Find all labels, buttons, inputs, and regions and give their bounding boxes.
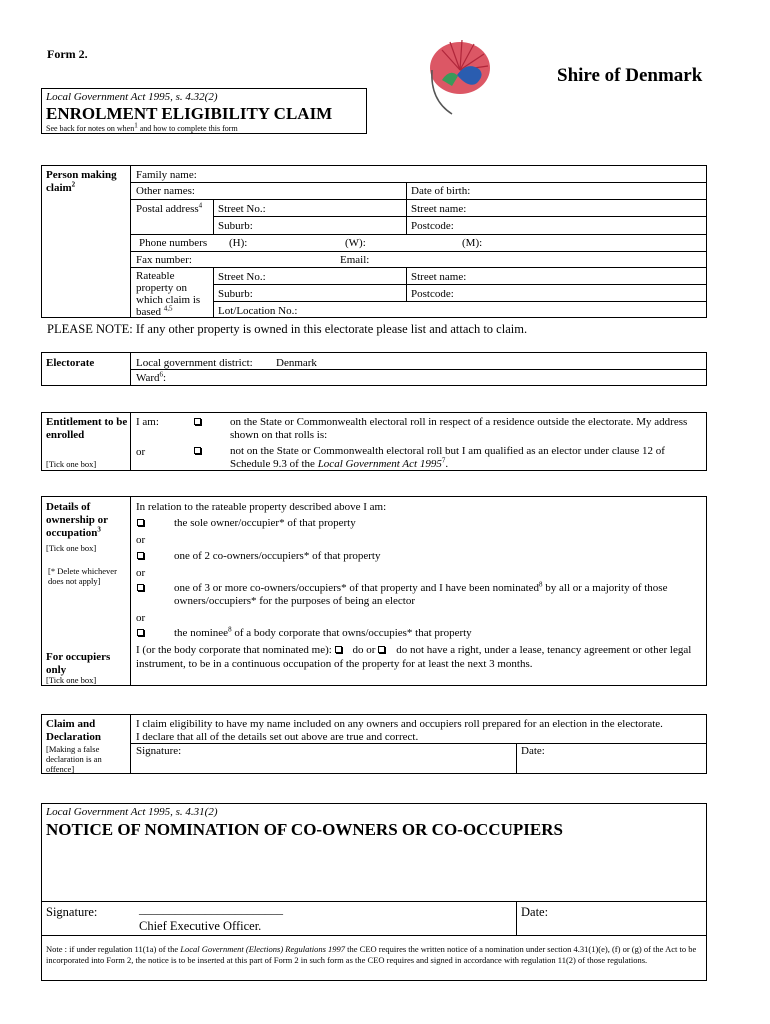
occupiers-text: I (or the body corporate that nominated me): do or do not have a right, under a lease, tenancy agreement or other legal instrument, to be in a continuous occupation of the property for at least the next 3 months. xyxy=(136,644,692,670)
nomination-title: NOTICE OF NOMINATION OF CO-OWNERS OR CO-OCCUPIERS xyxy=(46,820,563,839)
form-subtitle: See back for notes on when1 and how to complete this form xyxy=(46,121,238,133)
fax-label: Fax number: xyxy=(136,254,192,266)
ownership-opt1: the sole owner/occupier* of that property xyxy=(174,517,356,529)
claim-note: [Making a false declaration is an offence] xyxy=(46,744,102,774)
ownership-label: Details of ownership or occupation$^3$ xyxy=(46,501,108,539)
phone-work: (W): xyxy=(345,237,366,249)
postal-street-no: Street No.: xyxy=(218,203,266,215)
shire-logo xyxy=(402,30,502,130)
dob-label: Date of birth: xyxy=(411,185,471,197)
email-label: Email: xyxy=(340,254,370,266)
delete-note: [* Delete whichever does not apply] xyxy=(48,566,117,586)
entitlement-roll-checkbox[interactable] xyxy=(194,418,201,425)
entitlement-opt1: on the State or Commonwealth electoral roll in respect of a residence outside the electorate. My address shown on that rolls is: xyxy=(230,416,688,441)
two-coowners-checkbox[interactable] xyxy=(137,552,144,559)
rateable-property-label: Rateable property on which claim is based $^{4,5}$ xyxy=(136,270,201,318)
ownership-or-2: or xyxy=(136,567,146,579)
ownership-opt3: one of 3 or more co-owners/occupiers* of that property and I have been nominated$^8$ by all or a majority of those owners/occupiers* for the purposes of being an elector xyxy=(174,580,668,607)
claim-label: Claim and Declaration xyxy=(46,718,101,743)
phone-mobile: (M): xyxy=(462,237,483,249)
ownership-intro: In relation to the rateable property described above I am: xyxy=(136,501,387,513)
nominee-checkbox[interactable] xyxy=(137,629,144,636)
form-number: Form 2. xyxy=(47,47,88,61)
rateable-street-name: Street name: xyxy=(411,271,467,283)
nomination-date-label: Date: xyxy=(521,905,549,919)
rateable-postcode: Postcode: xyxy=(411,288,454,300)
occupier-do-not-checkbox[interactable] xyxy=(378,646,385,653)
occupier-do-checkbox[interactable] xyxy=(335,646,342,653)
nomination-signature-label: Signature: xyxy=(46,905,98,919)
form-title: ENROLMENT ELIGIBILITY CLAIM xyxy=(46,104,333,123)
district-label: Local government district: xyxy=(136,357,253,369)
person-label: Person making claim$^2$ xyxy=(46,169,117,194)
entitlement-or: or xyxy=(136,446,146,458)
postal-suburb: Suburb: xyxy=(218,220,253,232)
claim-signature-label: Signature: xyxy=(136,745,182,757)
nomination-signature-line: ________________________ xyxy=(139,902,283,916)
please-note: PLEASE NOTE: If any other property is owned in this electorate please list and attach to claim. xyxy=(47,322,528,336)
rateable-suburb: Suburb: xyxy=(218,288,253,300)
occupiers-label: For occupiers only xyxy=(46,651,111,676)
postal-postcode: Postcode: xyxy=(411,220,454,232)
nomination-act-ref: Local Government Act 1995, s. 4.31(2) xyxy=(46,806,218,818)
three-coowners-checkbox[interactable] xyxy=(137,584,144,591)
electorate-label: Electorate xyxy=(46,357,95,369)
postal-address-label: Postal address$^4$ xyxy=(136,201,203,215)
shire-name: Shire of Denmark xyxy=(557,65,703,86)
ownership-opt2: one of 2 co-owners/occupiers* of that property xyxy=(174,550,381,562)
claim-date-label: Date: xyxy=(521,745,545,757)
ownership-or-3: or xyxy=(136,612,146,624)
ownership-opt4: the nominee$^8$ of a body corporate that owns/occupies* that property xyxy=(174,625,472,639)
entitlement-not-roll-checkbox[interactable] xyxy=(194,447,201,454)
ceo-label: Chief Executive Officer. xyxy=(139,919,262,933)
occupiers-tick-hint: [Tick one box] xyxy=(46,675,97,685)
rateable-street-no: Street No.: xyxy=(218,271,266,283)
phone-numbers-label: Phone numbers xyxy=(139,237,208,249)
phone-home: (H): xyxy=(229,237,248,249)
postal-street-name: Street name: xyxy=(411,203,467,215)
claim-line1: I claim eligibility to have my name included on any owners and occupiers roll prepared for an election in the electorate. xyxy=(136,718,663,730)
i-am-label: I am: xyxy=(136,416,159,428)
ownership-or-1: or xyxy=(136,534,146,546)
lot-location-label: Lot/Location No.: xyxy=(218,305,298,317)
claim-line2: I declare that all of the details set out above are true and correct. xyxy=(136,731,419,743)
family-name-label: Family name: xyxy=(136,169,197,181)
other-names-label: Other names: xyxy=(136,185,195,197)
entitlement-tick-hint: [Tick one box] xyxy=(46,459,97,469)
entitlement-label: Entitlement to be enrolled xyxy=(46,416,128,441)
ward-label: Ward$^6$: xyxy=(136,370,167,384)
title-act-ref: Local Government Act 1995, s. 4.32(2) xyxy=(46,91,218,103)
sole-owner-checkbox[interactable] xyxy=(137,519,144,526)
entitlement-opt2: not on the State or Commonwealth electoral roll but I am qualified as an elector under clause 12 of Schedule 9.3 of the Local Government Act 1995$^7$. xyxy=(230,445,665,470)
nomination-note: Note : if under regulation 11(1a) of the Local Government (Elections) Regulations 1997 the CEO requires the written notice of a nomination under section 4.31(1)(e), (f) or (g) of the Act to be incorporated into Form 2, the notice is to be inserted at this part of Form 2 in such form as the CEO requires and signed in accordance with regulation 11(2) of those regulations. xyxy=(46,944,697,965)
district-value: Denmark xyxy=(276,357,317,369)
ownership-tick-hint: [Tick one box] xyxy=(46,543,97,553)
